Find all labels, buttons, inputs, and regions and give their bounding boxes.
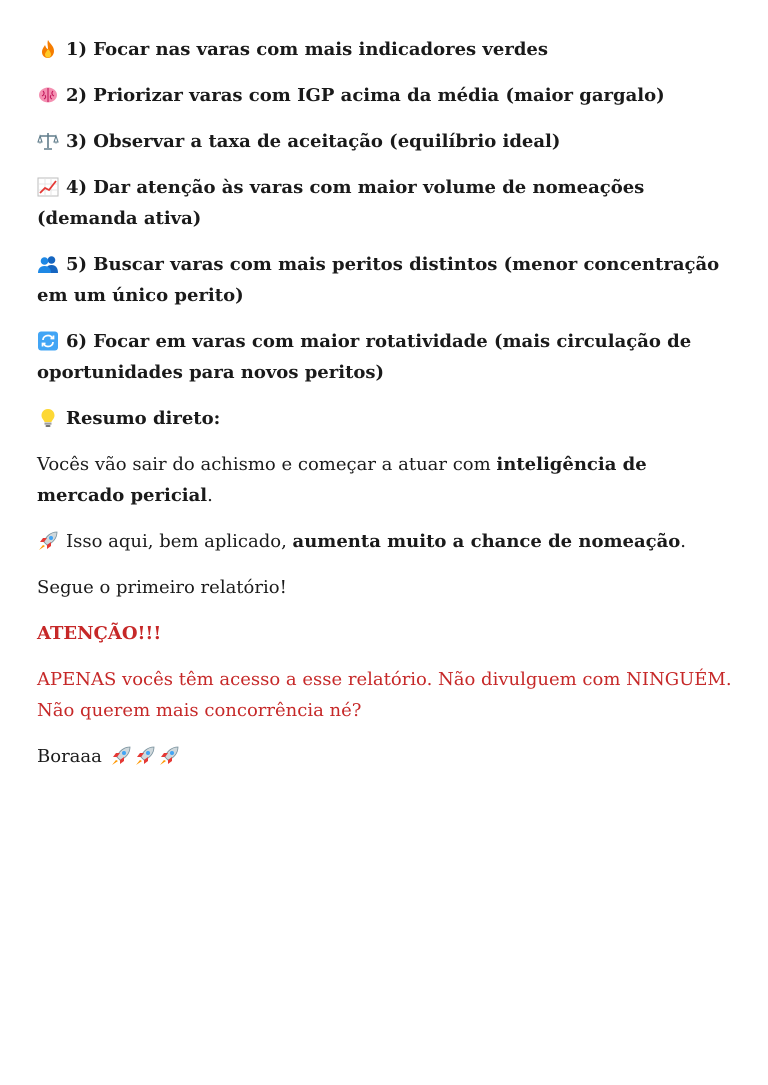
closing-text: Boraaa xyxy=(37,746,102,767)
rocket-icon xyxy=(134,746,156,766)
list-item-2 xyxy=(37,80,737,111)
list-item-6-text: 6) Focar em varas com maior rotatividade (mais circulação de oportunidades para novos peritos) xyxy=(37,331,692,383)
list-item-1 xyxy=(37,34,737,65)
rocket-icon xyxy=(110,746,132,766)
summary-line-1-text: Vocês vão sair do achismo e começar a atuar com xyxy=(37,454,497,475)
brain-icon xyxy=(37,85,61,105)
summary-line-3: Segue o primeiro relatório! xyxy=(37,577,287,598)
warning-text: APENAS vocês têm acesso a esse relatório. Não divulguem com NINGUÉM. Não querem mais concorrência né? xyxy=(37,669,732,721)
list-item-6 xyxy=(37,326,737,388)
list-item-5-text: 5) Buscar varas com mais peritos distintos (menor concentração em um único perito) xyxy=(37,254,720,306)
list-item-5 xyxy=(37,249,737,311)
closing-line xyxy=(37,741,737,776)
people-icon xyxy=(37,254,61,274)
summary-line-2-bold: aumenta muito a chance de nomeação xyxy=(292,531,681,552)
summary-line-1-bold: inteligência de mercado pericial xyxy=(37,454,647,506)
summary-line-2-text: Isso aqui, bem aplicado, xyxy=(66,531,293,552)
list-item-2-text: 2) Priorizar varas com IGP acima da média (maior gargalo) xyxy=(66,85,665,106)
list-item-3-text: 3) Observar a taxa de aceitação (equilíbrio ideal) xyxy=(66,131,561,152)
balance-scale-icon xyxy=(37,131,61,151)
list-item-3 xyxy=(37,126,737,157)
cycle-arrows-icon xyxy=(37,331,61,351)
list-item-4 xyxy=(37,172,737,234)
summary-line-1-end: . xyxy=(207,485,213,506)
fire-icon xyxy=(37,39,61,59)
light-bulb-icon xyxy=(37,408,61,428)
document-body xyxy=(37,34,737,791)
summary-line-1 xyxy=(37,449,737,511)
rocket-icon xyxy=(37,531,61,551)
summary-line-2 xyxy=(37,526,737,557)
summary-heading-text: Resumo direto: xyxy=(66,408,221,429)
list-item-4-text: 4) Dar atenção às varas com maior volume de nomeações (demanda ativa) xyxy=(37,177,645,229)
chart-increasing-icon xyxy=(37,177,61,197)
warning-heading: ATENÇÃO!!! xyxy=(37,623,162,644)
summary-heading xyxy=(37,403,737,434)
summary-line-2-end: . xyxy=(680,531,687,552)
rocket-group xyxy=(110,745,182,776)
rocket-icon xyxy=(158,746,180,766)
list-item-1-text: 1) Focar nas varas com mais indicadores verdes xyxy=(66,39,548,60)
